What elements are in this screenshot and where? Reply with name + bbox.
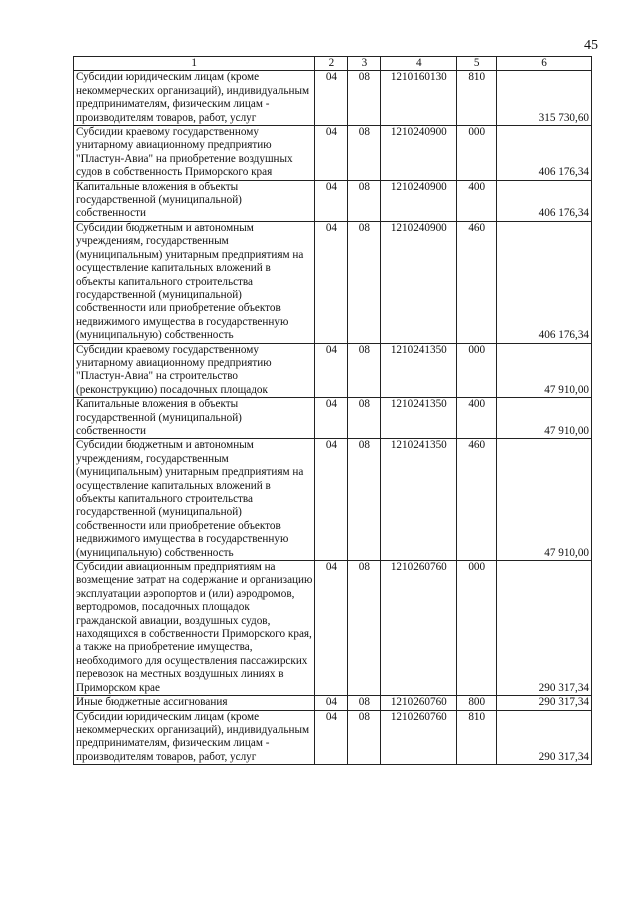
subsection-code-cell: 08 [348, 696, 381, 710]
expense-type-cell: 460 [457, 439, 497, 561]
amount-cell: 315 730,60 [497, 71, 592, 126]
section-code-cell: 04 [315, 696, 348, 710]
row-name-cell: Субсидии краевому государственному унитарному авиационному предприятию "Пластун-Авиа" на строительство (реконструкцию) посадочных площадок [74, 343, 315, 398]
section-code-cell: 04 [315, 561, 348, 696]
amount-cell: 290 317,34 [497, 710, 592, 765]
target-article-cell: 1210260760 [381, 710, 457, 765]
section-code-cell: 04 [315, 180, 348, 221]
section-code-cell: 04 [315, 343, 348, 398]
expense-type-cell: 460 [457, 221, 497, 343]
amount-cell: 406 176,34 [497, 221, 592, 343]
section-code-cell: 04 [315, 710, 348, 765]
table-header-row [74, 57, 592, 71]
budget-table [73, 56, 592, 765]
column-header-2: 2 [315, 57, 348, 71]
subsection-code-cell: 08 [348, 71, 381, 126]
expense-type-cell: 000 [457, 126, 497, 181]
table-row [74, 439, 592, 561]
subsection-code-cell: 08 [348, 180, 381, 221]
table-row [74, 561, 592, 696]
target-article-cell: 1210241350 [381, 343, 457, 398]
subsection-code-cell: 08 [348, 343, 381, 398]
subsection-code-cell: 08 [348, 221, 381, 343]
column-header-3: 3 [348, 57, 381, 71]
table-row [74, 398, 592, 439]
row-name-cell: Субсидии юридическим лицам (кроме некоммерческих организаций), индивидуальным предпринимателям, физическим лицам - производителям товаров, работ, услуг [74, 71, 315, 126]
amount-cell: 47 910,00 [497, 343, 592, 398]
amount-cell: 47 910,00 [497, 398, 592, 439]
column-header-1: 1 [74, 57, 315, 71]
amount-cell: 290 317,34 [497, 696, 592, 710]
row-name-cell: Субсидии бюджетным и автономным учреждениям, государственным (муниципальным) унитарным предприятиям на осуществление капитальных вложений в объекты капитального строительства государственной (муниципальной) собственности или приобретение объектов недвижимого имущества в государственную (муниципальную) собственность [74, 439, 315, 561]
subsection-code-cell: 08 [348, 710, 381, 765]
expense-type-cell: 810 [457, 71, 497, 126]
column-header-4: 4 [381, 57, 457, 71]
table-row [74, 126, 592, 181]
row-name-cell: Субсидии юридическим лицам (кроме некоммерческих организаций), индивидуальным предпринимателям, физическим лицам - производителям товаров, работ, услуг [74, 710, 315, 765]
row-name-cell: Субсидии краевому государственному унитарному авиационному предприятию "Пластун-Авиа" на приобретение воздушных судов в собственность Приморского края [74, 126, 315, 181]
table-row [74, 696, 592, 710]
table-row [74, 180, 592, 221]
column-header-6: 6 [497, 57, 592, 71]
row-name-cell: Капитальные вложения в объекты государственной (муниципальной) собственности [74, 180, 315, 221]
amount-cell: 290 317,34 [497, 561, 592, 696]
page-number: 45 [584, 38, 598, 53]
table-row [74, 71, 592, 126]
section-code-cell: 04 [315, 398, 348, 439]
column-header-5: 5 [457, 57, 497, 71]
expense-type-cell: 000 [457, 343, 497, 398]
expense-type-cell: 400 [457, 180, 497, 221]
section-code-cell: 04 [315, 221, 348, 343]
amount-cell: 47 910,00 [497, 439, 592, 561]
expense-type-cell: 400 [457, 398, 497, 439]
expense-type-cell: 800 [457, 696, 497, 710]
row-name-cell: Субсидии авиационным предприятиям на возмещение затрат на содержание и организацию эксплуатации аэропортов и (или) аэродромов, вертодромов, посадочных площадок гражданской авиации, воздушных судов, находящихся в собственности Приморского края, а также на приобретение имущества, необходимого для осуществления пассажирских перевозок на местных воздушных линиях в Приморском крае [74, 561, 315, 696]
target-article-cell: 1210160130 [381, 71, 457, 126]
target-article-cell: 1210240900 [381, 180, 457, 221]
section-code-cell: 04 [315, 439, 348, 561]
target-article-cell: 1210240900 [381, 126, 457, 181]
amount-cell: 406 176,34 [497, 126, 592, 181]
target-article-cell: 1210260760 [381, 561, 457, 696]
subsection-code-cell: 08 [348, 126, 381, 181]
row-name-cell: Иные бюджетные ассигнования [74, 696, 315, 710]
table-row [74, 221, 592, 343]
target-article-cell: 1210260760 [381, 696, 457, 710]
row-name-cell: Субсидии бюджетным и автономным учреждениям, государственным (муниципальным) унитарным предприятиям на осуществление капитальных вложений в объекты капитального строительства государственной (муниципальной) собственности или приобретение объектов недвижимого имущества в государственную (муниципальную) собственность [74, 221, 315, 343]
expense-type-cell: 810 [457, 710, 497, 765]
expense-type-cell: 000 [457, 561, 497, 696]
row-name-cell: Капитальные вложения в объекты государственной (муниципальной) собственности [74, 398, 315, 439]
section-code-cell: 04 [315, 71, 348, 126]
subsection-code-cell: 08 [348, 398, 381, 439]
target-article-cell: 1210240900 [381, 221, 457, 343]
target-article-cell: 1210241350 [381, 439, 457, 561]
amount-cell: 406 176,34 [497, 180, 592, 221]
table-row [74, 710, 592, 765]
subsection-code-cell: 08 [348, 439, 381, 561]
section-code-cell: 04 [315, 126, 348, 181]
target-article-cell: 1210241350 [381, 398, 457, 439]
table-row [74, 343, 592, 398]
subsection-code-cell: 08 [348, 561, 381, 696]
